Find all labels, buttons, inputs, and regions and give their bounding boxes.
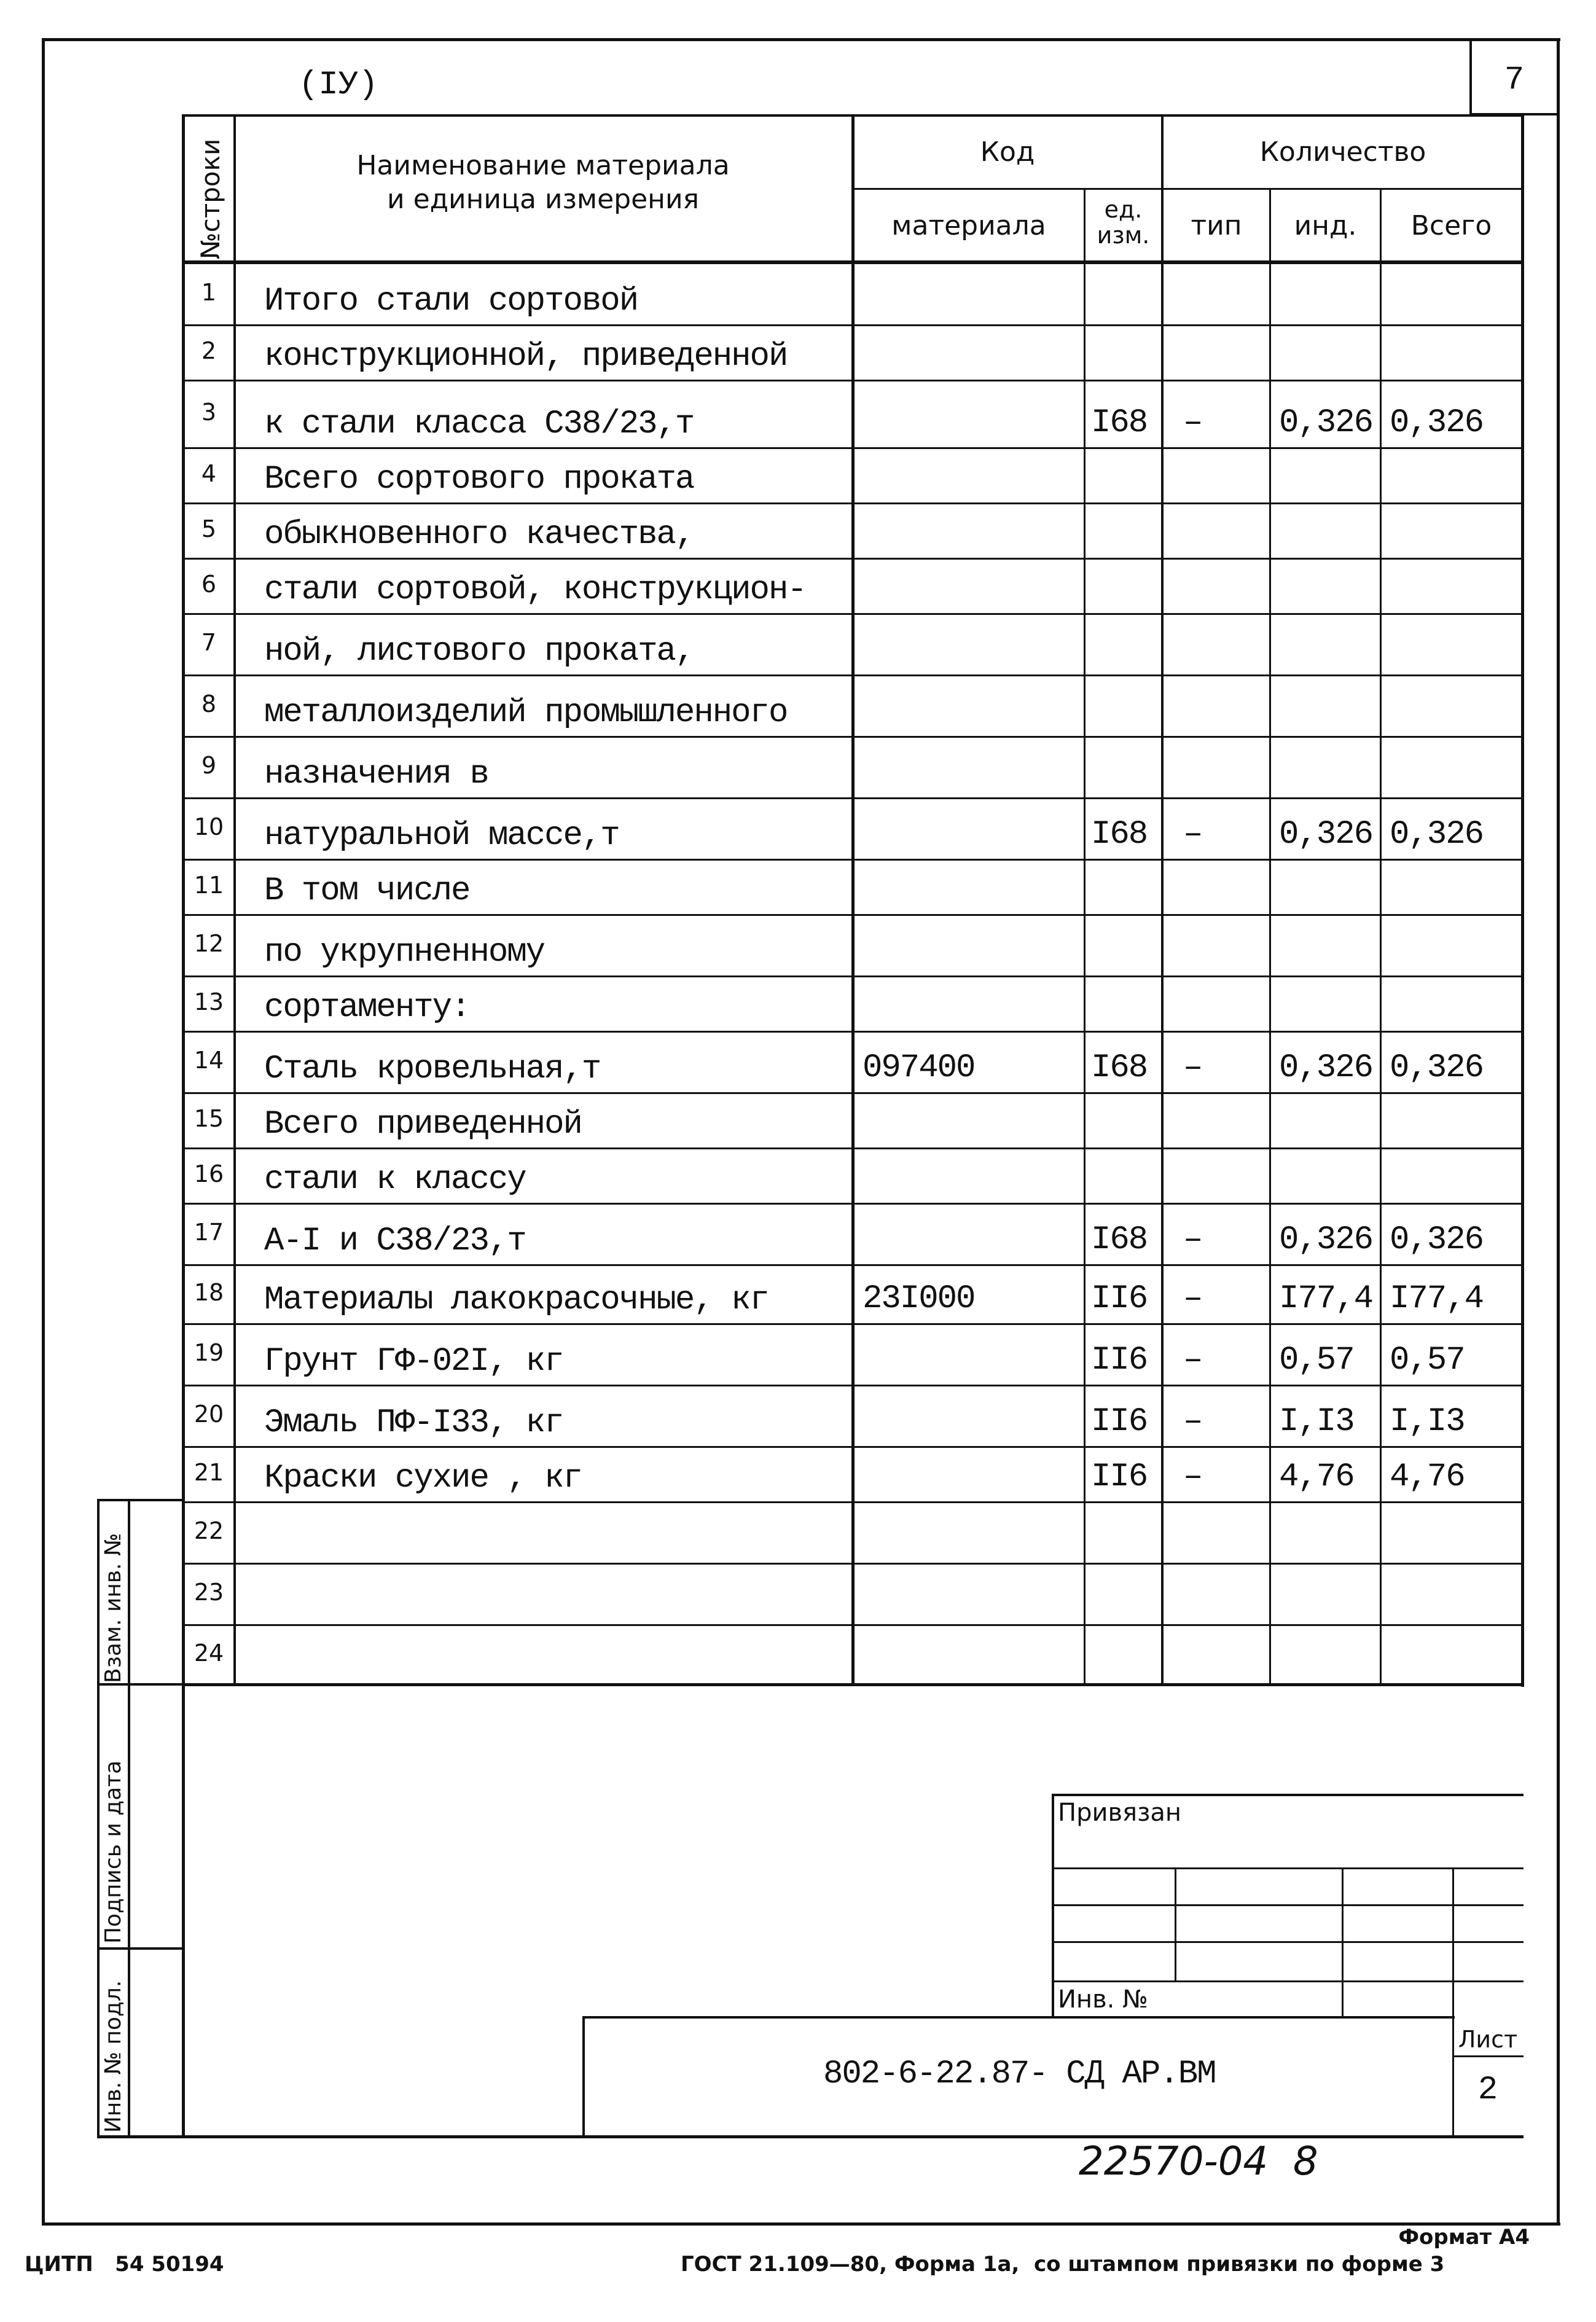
row-name: Материалы лакокрасочные, кг	[264, 1281, 769, 1319]
stamp-list-label: Лист	[1458, 2026, 1518, 2053]
row-type: –	[1183, 404, 1202, 442]
row-name: к стали класса С38/23,т	[264, 405, 694, 443]
row-number: 3	[201, 399, 217, 426]
stamp-privyazan-top	[1052, 1794, 1524, 1796]
stamp-privyazan-left	[1052, 1794, 1054, 2019]
header-total: Всего	[1410, 210, 1492, 241]
side-top	[97, 1499, 184, 1501]
row-name: Краски сухие , кг	[264, 1460, 582, 1497]
row-ind: 0,326	[1279, 404, 1373, 442]
stamp-main-left	[582, 2016, 585, 2136]
row-number: 5	[201, 515, 217, 542]
row-unit: II6	[1091, 1403, 1148, 1440]
row-number: 19	[194, 1339, 224, 1366]
row-separator	[182, 1147, 1524, 1149]
row-type: –	[1183, 816, 1202, 853]
handwritten-number: 22570-04 8	[1079, 2139, 1318, 2184]
stamp-privyazan: Привязан	[1058, 1799, 1182, 1827]
row-name: по укрупненному	[264, 934, 545, 971]
stamp-inv-no: Инв. №	[1058, 1985, 1148, 2014]
header-unit-2: изм.	[1097, 222, 1150, 249]
header-quantity: Количество	[1259, 136, 1426, 168]
row-number: 16	[194, 1160, 224, 1187]
footer-org: ЦИТП 54 50194	[25, 2252, 224, 2277]
row-number: 2	[201, 337, 217, 364]
row-name: натуральной массе,т	[264, 817, 619, 854]
row-total: 0,57	[1390, 1342, 1465, 1379]
col-sep-ind	[1380, 188, 1382, 1686]
col-sep-code	[1084, 188, 1086, 1686]
row-ind: 0,326	[1279, 1049, 1373, 1087]
row-total: I,I3	[1390, 1403, 1465, 1440]
header-code: Код	[980, 136, 1035, 168]
header-subline	[851, 188, 1524, 190]
row-separator	[182, 736, 1524, 738]
row-total: 0,326	[1390, 1049, 1484, 1087]
row-number: 12	[194, 930, 224, 957]
row-number: 13	[194, 988, 224, 1015]
row-number: 17	[194, 1219, 224, 1246]
row-number: 10	[194, 813, 224, 840]
row-number: 21	[194, 1459, 224, 1486]
row-type: –	[1183, 1280, 1202, 1318]
row-number: 14	[194, 1047, 224, 1074]
frame-right	[1557, 38, 1560, 2225]
header-type: тип	[1191, 210, 1242, 241]
side-label-inv-podl: Инв. № подл.	[101, 1980, 126, 2133]
frame-bottom	[42, 2222, 1560, 2226]
row-separator	[182, 1203, 1524, 1205]
table-right	[1521, 114, 1524, 1687]
row-type: –	[1183, 1049, 1202, 1087]
row-separator	[182, 674, 1524, 676]
side-left	[97, 1499, 100, 2138]
side-bottom	[97, 2135, 1524, 2138]
side-right	[128, 1499, 130, 2138]
row-name: Эмаль ПФ-I33, кг	[264, 1404, 563, 1442]
row-type: –	[1183, 1342, 1202, 1379]
row-number: 20	[194, 1401, 224, 1428]
row-type: –	[1183, 1458, 1202, 1496]
row-name: стали к классу	[264, 1161, 526, 1198]
row-separator	[182, 380, 1524, 381]
row-separator	[182, 1624, 1524, 1626]
row-name: Грунт ГФ-02I, кг	[264, 1343, 563, 1380]
row-separator	[182, 1092, 1524, 1094]
row-ind: 0,326	[1279, 816, 1373, 853]
row-separator	[182, 324, 1524, 326]
col-sep-unit	[1161, 114, 1164, 1686]
row-number: 4	[201, 460, 217, 487]
stamp-list-value: 2	[1477, 2071, 1498, 2109]
side-sep-2	[97, 1947, 184, 1950]
row-unit: I68	[1091, 1049, 1148, 1087]
row-total: 4,76	[1390, 1458, 1465, 1496]
row-separator	[182, 914, 1524, 916]
header-name: Наименование материала и единица измерения	[356, 150, 730, 215]
row-number: 15	[194, 1105, 224, 1132]
row-unit: II6	[1091, 1342, 1148, 1379]
header-material: материала	[891, 210, 1046, 241]
row-name: конструкционной, приведенной	[264, 338, 788, 375]
row-separator	[182, 447, 1524, 449]
row-separator	[182, 1563, 1524, 1565]
row-total: 0,326	[1390, 1221, 1484, 1259]
row-name: Всего приведенной	[264, 1106, 582, 1143]
row-separator	[182, 1264, 1524, 1266]
row-separator	[182, 1031, 1524, 1033]
row-separator	[182, 1385, 1524, 1386]
row-number: 18	[194, 1279, 224, 1306]
row-ind: 0,57	[1279, 1342, 1354, 1379]
row-name: А-I и С38/23,т	[264, 1222, 526, 1260]
row-separator	[182, 1446, 1524, 1448]
side-sep-1	[97, 1683, 184, 1686]
row-separator	[182, 558, 1524, 560]
stamp-vline-1	[1175, 1867, 1176, 1980]
row-name: Сталь кровельная,т	[264, 1050, 601, 1088]
row-unit: II6	[1091, 1458, 1148, 1496]
row-separator	[182, 1323, 1524, 1325]
stamp-vline-2	[1342, 1867, 1344, 2016]
row-number: 6	[201, 571, 217, 598]
row-unit: I68	[1091, 816, 1148, 853]
side-label-vzam: Взам. инв. №	[101, 1533, 126, 1683]
row-name: назначения в	[264, 756, 488, 793]
row-total: 0,326	[1390, 404, 1484, 442]
row-unit: I68	[1091, 404, 1148, 442]
row-number: 24	[194, 1640, 224, 1667]
row-unit: II6	[1091, 1280, 1148, 1318]
row-separator	[182, 1501, 1524, 1503]
row-total: 0,326	[1390, 816, 1484, 853]
stamp-doc-code: 802-6-22.87- СД АР.ВМ	[823, 2055, 1216, 2093]
row-name: стали сортовой, конструкцион-	[264, 571, 806, 609]
row-number: 11	[194, 872, 224, 899]
row-number: 22	[194, 1517, 224, 1544]
row-type: –	[1183, 1221, 1202, 1259]
section-label: (IУ)	[299, 66, 378, 104]
row-number: 9	[201, 752, 217, 779]
row-total: I77,4	[1390, 1280, 1484, 1318]
header-unit-1: ед.	[1104, 196, 1143, 223]
row-name: Всего сортового проката	[264, 461, 694, 498]
page-number: 7	[1504, 61, 1525, 99]
row-code: 097400	[863, 1049, 975, 1087]
row-name: В том числе	[264, 872, 470, 910]
row-name: металлоизделий промышленного	[264, 694, 788, 732]
row-separator	[182, 613, 1524, 615]
row-separator	[182, 859, 1524, 861]
row-name: Итого стали сортовой	[264, 283, 638, 320]
header-ind: инд.	[1294, 210, 1357, 241]
row-number: 23	[194, 1579, 224, 1606]
col-sep-type	[1269, 188, 1271, 1686]
row-ind: 4,76	[1279, 1458, 1354, 1496]
header-row-no-text: №строки	[195, 138, 225, 259]
row-separator	[182, 797, 1524, 799]
stamp-list-sep	[1452, 2055, 1524, 2057]
frame-left	[42, 38, 45, 2225]
row-ind: I,I3	[1279, 1403, 1354, 1440]
col-sep-name	[851, 114, 855, 1686]
row-separator	[182, 975, 1524, 977]
row-code: 23I000	[863, 1280, 975, 1318]
row-name: сортаменту:	[264, 989, 470, 1026]
footer-format: Формат А4	[1398, 2225, 1530, 2250]
row-type: –	[1183, 1403, 1202, 1440]
row-name: обыкновенного качества,	[264, 516, 694, 553]
side-label-podpis: Подпись и дата	[101, 1760, 126, 1944]
row-number: 7	[201, 629, 217, 656]
row-number: 1	[201, 279, 217, 306]
row-name: ной, листового проката,	[264, 633, 694, 670]
frame-top	[42, 38, 1560, 41]
row-separator	[182, 502, 1524, 504]
row-unit: I68	[1091, 1221, 1148, 1259]
row-ind: I77,4	[1279, 1280, 1373, 1318]
stamp-main-top	[582, 2016, 1455, 2019]
footer-gost: ГОСТ 21.109—80, Форма 1а, со штампом привязки по форме 3	[681, 2252, 1445, 2277]
header-row-no	[183, 114, 233, 262]
row-number: 8	[201, 690, 217, 717]
row-ind: 0,326	[1279, 1221, 1373, 1259]
